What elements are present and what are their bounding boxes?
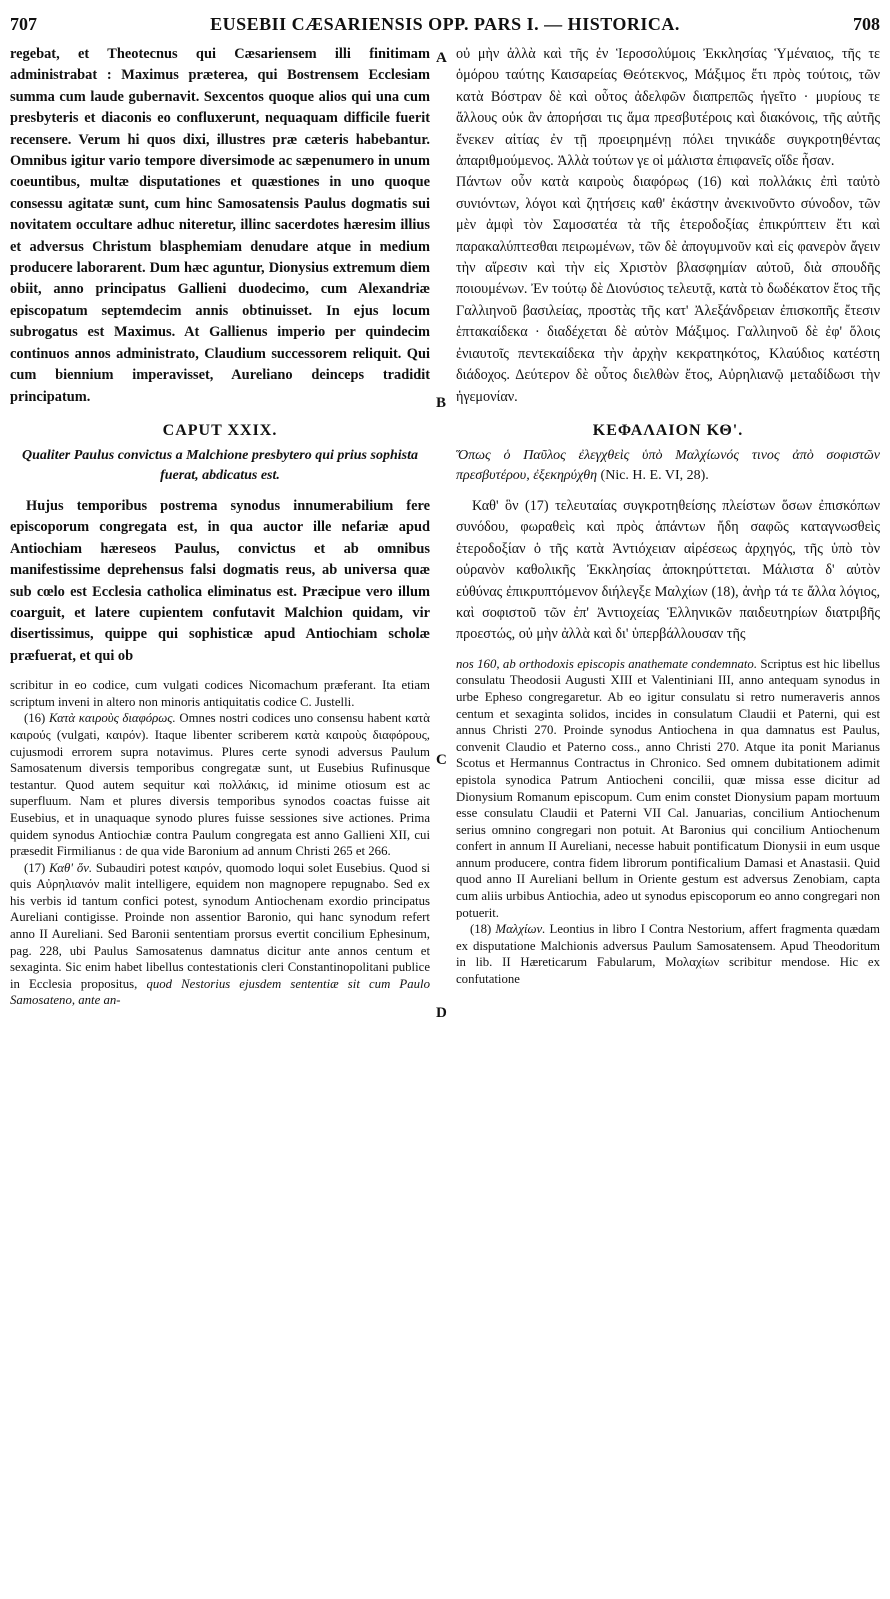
caput-reference: (Nic. H. E. VI, 28). [600,467,709,483]
caput-title-latin: CAPUT XXIX. [162,421,278,439]
note-continuation-text: Scriptus est hic libellus consulatu Theodosii Augusti XIII et Valentiniani III, anno antequam synodus in urbe Epheso congregaretur. Ab eo igitur consulatu si retro numeraveris annos centum et sexaginta solidos, incides in consulatum Claudii et Paterni, qui est annus Christi 270. Proinde synodus Antiochena in qua damnatus est Paulus, convenit Claudio et Paterno coss., anno Christi 270. Atque ita ponit Marianus Scotus et Hermannus Contractus in Chronico. Sed omnem dubitationem adimit epistola synodica Patrum Antiocheni concilii, quæ missa esse dicitur ad Dionysium Romanum episcopum. Cum enim constet Dionysium papam mortuum esse consulatu Claudii et Paterni VII Cal. Januarias, concilium Antiochenum serius omnino congregari non potuit. At Baronius qui concilium Antiochenum confert in annum II Aureliani, necesse habuit pontificatum Dionysii in eum usque annum producere, contra fidem librorum pontificalium Damasi et Anastasii. Quid quod anno II Aureliani bellum in Oriente gestum est adversus Zenobiam, capta cum aliis urbibus Antiochia, adeo ut synodus episcoporum eo anno congregari non potuerit. [456,656,880,920]
latin-column [10,44,430,1009]
caput-subtitle-greek-text: Ὅπως ὁ Παῦλος ἐλεγχθεὶς ὑπὸ Μαλχίωνός τινος ἀπὸ σοφιστῶν πρεσβυτέρου, ἐξεκηρύχθη [456,447,880,483]
note-16-label: (16) [24,711,46,726]
note-18 [456,921,880,987]
caput-subtitle-greek [456,446,880,486]
note-16-lemma: Κατὰ καιροὺς διαφόρως. [48,711,176,726]
note-18-lemma: Μαλχίων. [495,922,546,937]
notes-right [456,656,880,988]
caput-subtitle-latin: Qualiter Paulus convictus a Malchione presbytero qui prius sophista fuerat, abdicatus est. [22,447,418,483]
note-continuation-head: nos 160, ab orthodoxis episcopis anathemate condemnato. [456,656,758,671]
note-16-text: Omnes nostri codices uno consensu habent κατὰ καιρούς (vulgati, καιρόν). Itaque libenter scriberem κατὰ καιροὺς διαφόρους, cujusmodi errorem supra notavimus. Plures certe synodi adversus Paulum Samosatenum diversis temporibus congregatæ sunt, ut Eusebius Rufinusque testantur. Quod autem sequitur καὶ πολλάκις, id minime otiosum est ac superfluum. Nam et plures diversis temporibus synodos coactas fuisse ait Eusebius, et in unaquaque synodo plures fuisse sessiones sive actiones. Prima quidem synodus Antiochiæ contra Paulum congregata est anno Gallieni XII, cui præsedit Firmilianus : de qua vide Baronium ad annum Christi 265 et 266. [10,711,431,859]
note-16 [10,710,430,859]
greek-column [456,44,880,988]
note-18-text: Leontius in libro I Contra Nestorium, affert fragmenta quædam ex disputatione Malchionis adversus Paulum Samosatensem. Apud Theodoritum in lib. II Hæreticarum Fabularum, Μολαχίων scribitur mendose. Hic ex confutatione [456,922,881,987]
notes-left [10,677,430,1009]
note-continuation-left: scribitur in eo codice, cum vulgati codices Nicomachum præferant. Ita etiam scriptum inveni in altero non minoris antiquitatis codice C. Justelli. [10,678,430,709]
caput-title-greek: ΚΕΦΑΛΑΙΟΝ ΚΘ'. [592,421,744,439]
margin-marker-b: B [436,395,447,411]
margin-marker-d: D [436,1005,447,1021]
running-title: EUSEBII CÆSARIENSIS OPP. PARS I. — HISTORICA. [210,14,680,34]
note-17-label: (17) [24,860,46,875]
page-number-left: 707 [10,14,37,34]
margin-marker-c: C [436,752,447,768]
note-17-tail: quod Nestorius ejusdem sententiæ sit cum Paulo Samosateno, ante an- [10,976,430,1008]
notes-separator-right [456,646,880,656]
note-17-text: Subaudiri potest καιρόν, quomodo loqui solet Eusebius. Quod si quis Αὐρηλιανόν malit intelligere, equidem non magnopere repugnabo. Sed ex his verbis id tantum confici potest, synodum Antiochenam exordio principatus Aureliani contigisse. Proinde non assentior Baronio, qui hanc synodum refert anno II Aureliani. Sed Baronii sententiam prorsus evertit concilium Ephesinum, pag. 228, ubi Paulus Samosatenus damnatus dicitur ante annos centum et sexaginta. Sic enim habet libellus contestationis cleri Constantinopolitani publice in Ecclesia propositus, [10,860,430,991]
latin-text-2: Hujus temporibus postrema synodus innumerabilium fere episcoporum congregata est, in qua auctor ille nefariæ apud Antiochiam hæreseos Paulus, convictus et ab omnibus manifestissime deprehensus falsi dogmatis reus, ab universa quæ sub cœlo est Ecclesia catholica eliminatus est. Præcipue vero illum coarguit, et latere cupientem confutavit Malchion quidam, vir disertissimus, quippe qui sophisticæ apud Antiochiam scholæ præfuerat, et qui ob [10,497,430,664]
greek-text-2: Πάντων οὖν κατὰ καιροὺς διαφόρως (16) καὶ πολλάκις ἐπὶ ταὐτὸ συνιόντων, λόγοι καὶ ζητήσεις καθ' ἑκάστην ἀνεκινοῦντο σύνοδον, τῶν μὲν ἀμφὶ τὸν Σαμοσατέα τὰ τῆς ἑτεροδοξίας ἐπικρύπτειν ἔτι καὶ παρακαλύπτεσθαι πειρωμένων, τῶν δὲ ἀπογυμνοῦν καὶ εἰς φανερὸν ἄγειν τὴν αἵρεσιν καὶ τὴν εἰς Χριστὸν βλασφημίαν αὐτοῦ, διὰ σπουδῆς ποιουμένων. Ἐν τούτῳ δὲ Διονύσιος τελευτᾷ, κατὰ τὸ δωδέκατον ἔτος τῆς Γαλλιηνοῦ βασιλείας, προστὰς τῆς κατ' Ἀλεξάνδρειαν ἐπισκοπῆς ἔτεσιν ἑπτακαίδεκα · διαδέχεται δὲ αὐτὸν Μάξιμος. Γαλλιηνοῦ δὲ ἐφ' ὅλοις ἐνιαυτοῖς πεντεκαίδεκα τὴν ἀρχὴν κεκρατηκότος, Κλαύδιος κατέστη διάδοχος. Δεύτερον δὲ οὗτος διελθὼν ἔτος, Αὐρηλιανῷ μεταδίδωσι τὴν ἡγεμονίαν. [456,174,880,405]
notes-separator [10,667,430,677]
page-header [10,14,880,38]
page-number-right: 708 [853,14,880,34]
margin-marker-a: A [436,50,447,66]
note-17 [10,860,430,1009]
latin-text-1: regebat, et Theotecnus qui Cæsariensem illi finitimam administrabat : Maximus præterea, qui Bostrensem Ecclesiam summa cum laude gubernavit. Sexcentos quoque alios qui una cum presbyteris et diaconis eo confluxerunt, nequaquam difficile fuerit recensere. Verum hi quos dixi, illustres præ cæteris habebantur. Omnibus igitur vario tempore diversimode ac sæpenumero in unum coeuntibus, multæ disputationes et quæstiones in uno quoque consessu agitatæ sunt, cum hinc Samosatensis Paulus dogmatis sui novitatem occultare adhuc niteretur, illinc sacerdotes hæresim illius et adversus Christum blasphemiam denudare atque in medium producere laborarent. Dum hæc aguntur, Dionysius extremum diem obiit, anno principatus Gallieni duodecimo, cum Alexandriæ episcopatum septemdecim annis obtinuisset. In ejus locum subrogatus est Maximus. At Gallienus imperio per quindecim continuos annos administrato, Claudium successorem reliquit. Qui cum biennium imperavisset, Aureliano deinceps tradidit principatum. [10,46,430,405]
note-18-label: (18) [470,922,492,937]
note-continuation-right [456,656,880,922]
note-17-lemma: Καθ' ὅν. [49,860,93,875]
greek-text-3: Καθ' ὃν (17) τελευταίας συγκροτηθείσης πλείστων ὅσων ἐπισκόπων συνόδου, φωραθεὶς καὶ πρὸς ἁπάντων ἤδη σαφῶς καταγνωσθεὶς ἑτεροδοξίαν ὁ τῆς κατὰ Ἀντιόχειαν αἱρέσεως ἀρχηγός, τῆς ὑπὸ τὸν οὐρανὸν καθολικῆς Ἐκκλησίας ἀποκηρύττεται. Μάλιστα δ' αὐτὸν εὐθύνας ἐπικρυπτόμενον διήλεγξε Μαλχίων (18), ἀνὴρ τά τε ἄλλα λόγιος, καὶ σοφιστοῦ τῶν ἐπ' Ἀντιοχείας Ἑλληνικῶν παιδευτηρίων διατριβῆς προεστώς, οὐ μὴν ἀλλὰ καὶ δι' ὑπερβάλλουσαν τῆς [456,497,880,643]
greek-text-1: οὐ μὴν ἀλλὰ καὶ τῆς ἐν Ἱεροσολύμοις Ἐκκλησίας Ὑμέναιος, τῆς τε ὁμόρου ταύτης Καισαρείας Θεότεκνος, Μάξιμος ἔτι πρὸς τούτοις, τῶν κατὰ Βόστραν δὲ καὶ οὗτος ἀδελφῶν διαπρεπῶς ἡγεῖτο · μυρίους τε ἄλλους οὐκ ἂν ἀπορήσαι τις ἅμα πρεσβυτέροις καὶ διακόνοις, τῆς αὐτῆς ἕνεκεν αἰτίας ἐν τῇ προειρημένῃ πόλει τηνικάδε συγκροτηθέντας ἀπαριθμούμενος. Ἀλλὰ τούτων γε οἱ μάλιστα ἐπιφανεῖς οἵδε ἦσαν. [456,46,880,170]
